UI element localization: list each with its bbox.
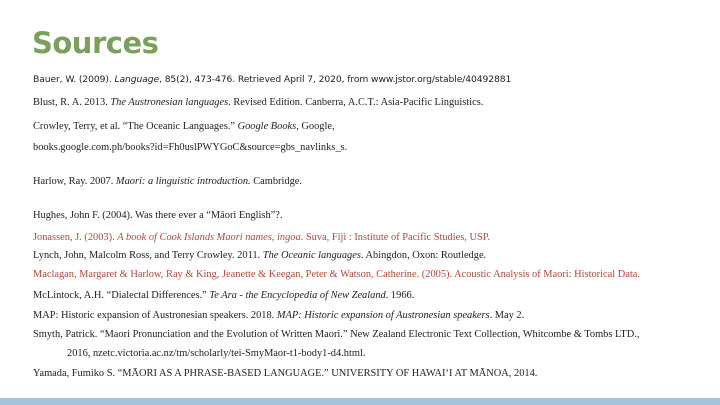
reference-smyth: Smyth, Patrick. “Maori Pronunciation and the Evolution of Written Maori.” New Zealand Electronic Text Collection, Whitcombe & Tombs LTD., xyxy=(33,329,640,340)
reference-mclintock: McLintock, A.H. “Dialectal Differences.” Te Ara - the Encyclopedia of New Zealand. 1966. xyxy=(33,290,415,301)
reference-crowley: Crowley, Terry, et al. “The Oceanic Languages.” Google Books, Google, xyxy=(33,121,335,132)
bottom-accent-bar xyxy=(0,398,720,405)
reference-blust: Blust, R. A. 2013. The Austronesian languages. Revised Edition. Canberra, A.C.T.: Asia-Pacific Linguistics. xyxy=(33,97,484,108)
reference-jonassen: Jonassen, J. (2003). A book of Cook Islands Maori names, ingoa. Suva, Fiji : Institute of Pacific Studies, USP. xyxy=(33,232,491,243)
reference-maclagan: Maclagan, Margaret & Harlow, Ray & King, Jeanette & Keegan, Peter & Watson, Catherine. (2005). Acoustic Analysis of Maori: Historical Data. xyxy=(33,269,640,280)
reference-harlow: Harlow, Ray. 2007. Maori: a linguistic introduction. Cambridge. xyxy=(33,176,302,187)
reference-smyth-link: 2016, nzetc.victoria.ac.nz/tm/scholarly/tei-SmyMaor-t1-body1-d4.html. xyxy=(67,348,366,359)
reference-yamada: Yamada, Fumiko S. “MĀORI AS A PHRASE-BASED LANGUAGE.” UNIVERSITY OF HAWAI‘I AT MĀNOA, 2014. xyxy=(33,368,538,379)
reference-lynch: Lynch, John, Malcolm Ross, and Terry Crowley. 2011. The Oceanic languages. Abingdon, Oxon: Routledge. xyxy=(33,250,487,261)
page-title: Sources xyxy=(32,26,159,60)
reference-map: MAP: Historic expansion of Austronesian speakers. 2018. MAP: Historic expansion of Austronesian speakers. May 2. xyxy=(33,310,525,321)
reference-hughes: Hughes, John F. (2004). Was there ever a “Māori English”?. xyxy=(33,210,283,221)
reference-crowley-link: books.google.com.ph/books?id=Fh0uslPWYGoC&source=gbs_navlinks_s. xyxy=(33,142,348,153)
reference-bauer: Bauer, W. (2009). Language, 85(2), 473-476. Retrieved April 7, 2020, from www.jstor.org/stable/40492881 xyxy=(33,74,512,85)
